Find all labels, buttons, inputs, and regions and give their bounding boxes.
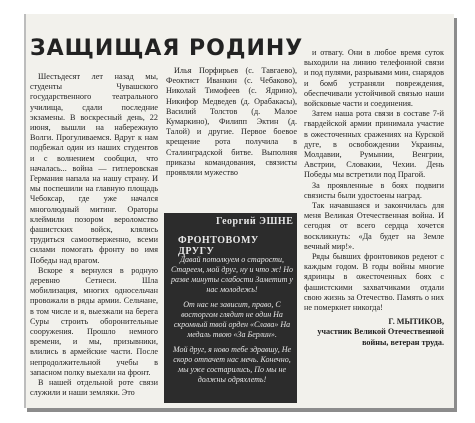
paragraph: За проявленные в боях подвиги связисты были удостоены наград. (304, 180, 444, 200)
author-signature: Г. МЫТИКОВ, (388, 317, 444, 327)
author-description: участник Великой Отечественной войны, ветеран труда. (317, 327, 444, 347)
paragraph: Шестьдесят лет назад мы, студенты Чувашского государственного театрального училища, сдали последние экзамены. В воскресный день, 22 июня, вышли на набережную Волги. Прогуливаемся. Вдруг к нам подбежал один из наших студентов и с волнением сообщил, что началась... война — гитлеровская Германия напала на нашу страну. И мы поспешили на главную площадь Чебоксар, где уже начался многолюдный митинг. Ораторы клеймили позором вероломство фашистских войск, клялись трудиться самоотверженно, всеми силами помогать фронту во имя Победы над врагом. (30, 72, 158, 265)
paragraph: Так начавшаяся и закончилась для меня Великая Отечественная война. И сегодня от всего сердца хочется воскликнуть: «Да будет на Земле вечный мир!». (304, 201, 444, 251)
newspaper-clipping (24, 14, 454, 408)
poem-title: ФРОНТОВОМУ ДРУГУ (178, 235, 259, 257)
poem-stanza: От нас не зависит, право, С восторгом глядит не один На скромный твой орден «Слава» На медаль твою «За Берлин». (173, 300, 291, 339)
poem-stanza: Давай потолкуем о старости, Стареем, мой друг, ну и что ж! Но разве минуты слабости Заметит у нас молодежь! (170, 255, 294, 294)
paragraph: Илья Порфирьев (с. Тавгаево), Феоктист Иванкин (с. Чебаково), Николай Тимофеев (с. Ядрино), Никифор Медведев (д. Орабакасы), Василий Толстов (д. Малое Кумаркино), Филипп Эктин (д. Талой) и другие. Первое боевое крещение рота получила в Сталинградской битве. Выполняя приказы командования, связисты проявляли мужество (166, 66, 297, 178)
poem-stanza: Мой друг, я ново тебе здравшу, Не скоро отпачет нас мечь. Конечно, мы уже состарились, По мы не должны одряхлеть! (172, 345, 292, 384)
poem-author: Георгий ЭШНЕ (216, 216, 294, 227)
poem-box (164, 213, 297, 403)
article-column-3 (304, 48, 444, 403)
clipping-edge (24, 14, 26, 408)
article-column-1 (30, 72, 158, 402)
paragraph: Ряды бывших фронтовиков редеют с каждым годом. В годы войны многие ядринцы в ожесточенных боях с фашистскими захватчиками отдали свою жизнь за Отечество. Память о них не померкнет никогда! (304, 252, 444, 313)
paragraph: Вскоре я вернулся в родную деревню Сетнеси. Шла мобилизация, многих односельчан провожали в ряды армии. Сельчане, в том числе и я, выезжали на берега Суры строить оборонительные сооружения. Прошло немного времени, и мы, призывники, влились в армейские части. После непродолжительной учебы в запасном полку выехали на фронт. (30, 265, 158, 377)
paragraph: Затем наша рота связи в составе 7-й гвардейской армии принимала участие в ожесточенных сражениях на Курской дуге, в освобождении Украины, Молдавии, Румынии, Венгрии, Австрии, Словакии, Чехии. День Победы мы встретили под Прагой. (304, 109, 444, 180)
poem-body (170, 255, 294, 390)
article-column-2 (166, 66, 297, 211)
article-title: ЗАЩИЩАЯ РОДИНУ (30, 36, 304, 61)
paragraph: и отвагу. Они в любое время суток выходили на линию телефонной связи и под пулями, разрывами мин, снарядов и бомб устраняли повреждения, обеспечивали устойчивой связью наши войсковые части и соединения. (304, 48, 444, 109)
paragraph: В нашей отдельной роте связи служили и наши земляки. Это (30, 378, 158, 398)
